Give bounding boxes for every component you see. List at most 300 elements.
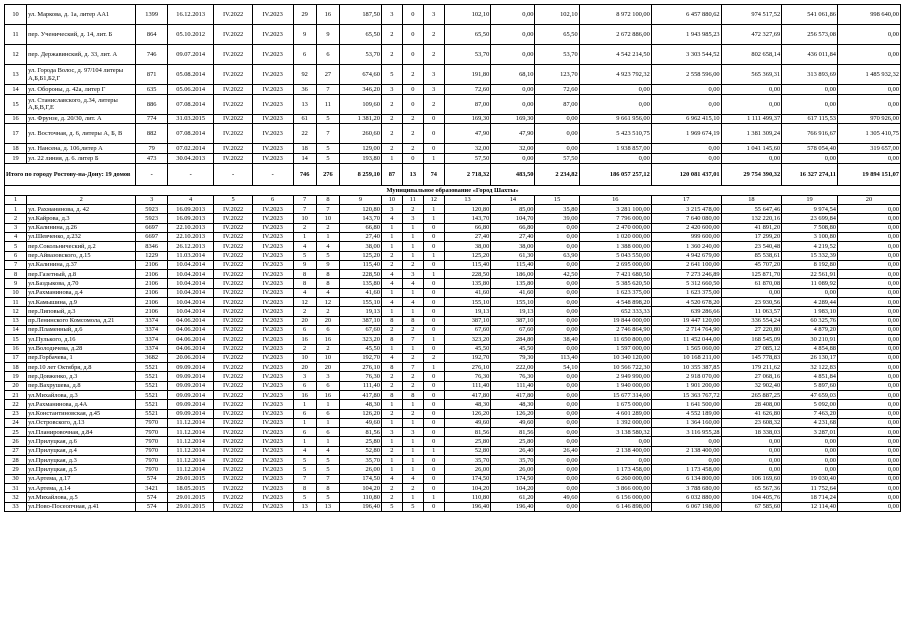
table-cell: IV.2023 <box>252 85 293 95</box>
table-cell: 6 <box>316 325 339 334</box>
table-row <box>5 242 901 251</box>
table-cell: 104,70 <box>491 214 535 223</box>
table-cell: IV.2022 <box>214 205 252 214</box>
table-cell: 336 554,24 <box>721 316 782 325</box>
table-cell: 871 <box>136 65 167 85</box>
table-cell: 2 <box>381 124 402 144</box>
table-cell: 61,20 <box>491 493 535 502</box>
table-cell: 87,00 <box>535 94 579 114</box>
table-cell: 4 520 678,20 <box>651 298 721 307</box>
table-cell: 0,00 <box>837 288 900 297</box>
table-cell: 0 <box>423 409 444 418</box>
table-cell: 0,00 <box>721 465 782 474</box>
section-title: Муниципальное образование «Город Шахты» <box>5 185 901 195</box>
table-cell: 79 <box>136 144 167 154</box>
table-cell: IV.2023 <box>252 205 293 214</box>
table-cell: 05.06.2014 <box>167 85 214 95</box>
table-cell: 18 <box>293 144 316 154</box>
table-cell: 2 <box>381 446 402 455</box>
table-cell: IV.2022 <box>214 428 252 437</box>
table-cell: 41,60 <box>491 288 535 297</box>
table-cell: 6 457 880,62 <box>651 5 721 25</box>
index-row <box>5 195 901 204</box>
table-cell: 3421 <box>136 483 167 492</box>
table-cell: 0,00 <box>782 288 838 297</box>
table-cell: 8 <box>381 316 402 325</box>
column-index-cell: 1 <box>5 195 27 204</box>
table-cell: 1 <box>293 437 316 446</box>
address-cell: ул. Рахманинова, д. 42 <box>27 205 136 214</box>
table-cell: 0,00 <box>837 418 900 427</box>
table-row <box>5 316 901 325</box>
table-cell: 7970 <box>136 446 167 455</box>
table-cell: 20 <box>316 316 339 325</box>
table-cell: 0,00 <box>651 456 721 465</box>
table-cell: 3 <box>381 428 402 437</box>
table-cell: 13 <box>5 65 27 85</box>
table-cell: 16 <box>293 335 316 344</box>
table-cell: 0,00 <box>837 214 900 223</box>
table-cell: 0 <box>423 344 444 353</box>
column-index-cell: 4 <box>167 195 214 204</box>
table-cell: 1 <box>402 232 423 241</box>
table-cell: 1 <box>402 344 423 353</box>
table-cell: 4 601 289,00 <box>579 409 651 418</box>
table-cell: 2 <box>381 114 402 124</box>
table-cell: 129,00 <box>340 144 382 154</box>
table-cell: 802 658,14 <box>721 45 782 65</box>
table-cell: 7 <box>402 363 423 372</box>
table-cell: 8 <box>381 363 402 372</box>
table-cell: 104,20 <box>340 483 382 492</box>
table-cell: 53,70 <box>535 45 579 65</box>
table-cell: 1 <box>381 242 402 251</box>
table-cell: 1 <box>381 344 402 353</box>
table-cell: 2 138 400,00 <box>651 446 721 455</box>
table-cell: 26,40 <box>535 446 579 455</box>
table-row <box>5 483 901 492</box>
table-cell: 228,50 <box>444 270 491 279</box>
table-cell: IV.2022 <box>214 124 252 144</box>
table-cell: 6 <box>293 381 316 390</box>
table-cell: 110,80 <box>340 493 382 502</box>
table-cell: 174,50 <box>444 474 491 483</box>
table-cell: 1 <box>381 154 402 164</box>
table-cell: 2 949 990,00 <box>579 372 651 381</box>
table-cell: 26.12.2013 <box>167 242 214 251</box>
table-cell: 1 111 499,37 <box>721 114 782 124</box>
table-cell: 5 897,60 <box>782 381 838 390</box>
table-row <box>5 381 901 390</box>
table-cell: 1 <box>402 242 423 251</box>
table-cell: 21 <box>5 390 27 399</box>
table-cell: 6 <box>5 251 27 260</box>
section-header-row <box>5 185 901 195</box>
table-cell: 196,40 <box>340 502 382 511</box>
table-cell: 26,00 <box>491 465 535 474</box>
table-row <box>5 465 901 474</box>
table-cell: 85,00 <box>491 205 535 214</box>
table-cell: IV.2022 <box>214 214 252 223</box>
table-cell: 970 926,00 <box>837 114 900 124</box>
table-cell: 135,80 <box>491 279 535 288</box>
table-row <box>5 154 901 164</box>
table-cell: 652 333,33 <box>579 307 651 316</box>
table-cell: 3682 <box>136 353 167 362</box>
table-cell: 0,00 <box>491 85 535 95</box>
table-cell: 0,00 <box>535 288 579 297</box>
table-cell: IV.2023 <box>252 344 293 353</box>
table-row <box>5 474 901 483</box>
table-cell: 5 092,00 <box>782 400 838 409</box>
table-cell: 120,80 <box>340 205 382 214</box>
table-row <box>5 390 901 399</box>
table-cell: 30.04.2013 <box>167 154 214 164</box>
table-cell: 0,00 <box>837 335 900 344</box>
table-cell: 2 641 100,00 <box>651 260 721 269</box>
table-cell: 27 <box>5 446 27 455</box>
table-cell: 15 677 314,00 <box>579 390 651 399</box>
table-cell: 0 <box>402 25 423 45</box>
table-cell: 2 695 000,00 <box>579 260 651 269</box>
table-cell: 1 969 674,19 <box>651 124 721 144</box>
table-cell: 0,00 <box>837 242 900 251</box>
table-cell: 23 930,56 <box>721 298 782 307</box>
table-cell: 0,00 <box>837 465 900 474</box>
address-cell: ул.Володичева, д.28 <box>27 344 136 353</box>
table-cell: 0 <box>423 465 444 474</box>
table-cell: IV.2022 <box>214 372 252 381</box>
column-index-cell: 10 <box>381 195 402 204</box>
table-cell: 45,50 <box>340 344 382 353</box>
table-cell: IV.2023 <box>252 279 293 288</box>
column-index-cell: 8 <box>316 195 339 204</box>
table-cell: 16.09.2013 <box>167 214 214 223</box>
table-cell: 0,00 <box>837 223 900 232</box>
table-cell: 12 <box>316 298 339 307</box>
table-cell: IV.2023 <box>252 437 293 446</box>
table-cell: 19 844 000,00 <box>579 316 651 325</box>
table-cell: 10.04.2014 <box>167 270 214 279</box>
table-cell: 10 168 211,00 <box>651 353 721 362</box>
table-cell: 66,80 <box>444 223 491 232</box>
table-cell: 5 423 510,75 <box>579 124 651 144</box>
table-cell: 9 661 956,00 <box>579 114 651 124</box>
table-cell: 1 <box>402 288 423 297</box>
table-cell: IV.2023 <box>252 144 293 154</box>
table-cell: 7 273 246,89 <box>651 270 721 279</box>
table-cell: 1 <box>381 223 402 232</box>
table-cell: 0,00 <box>535 418 579 427</box>
table-cell: 3 <box>316 372 339 381</box>
table-cell: 24 <box>5 418 27 427</box>
address-cell: пер.Айвазовского, д.15 <box>27 251 136 260</box>
table-cell: 7 <box>293 205 316 214</box>
table-cell: 111,40 <box>444 381 491 390</box>
table-cell: 145 778,83 <box>721 353 782 362</box>
table-cell: IV.2023 <box>252 418 293 427</box>
table-cell: 123,70 <box>535 65 579 85</box>
table-cell: 104,20 <box>444 483 491 492</box>
table-cell: IV.2023 <box>252 409 293 418</box>
table-cell: 0,00 <box>579 456 651 465</box>
table-cell: 31 <box>5 483 27 492</box>
table-cell: 574 <box>136 493 167 502</box>
table-cell: 9 <box>316 260 339 269</box>
table-cell: 313 893,69 <box>782 65 838 85</box>
table-cell: 16.09.2013 <box>167 205 214 214</box>
table-cell: 2 <box>316 344 339 353</box>
table-cell: IV.2022 <box>214 381 252 390</box>
table-cell: 417,80 <box>491 390 535 399</box>
table-cell: 17 299,20 <box>721 232 782 241</box>
table-cell: 41,60 <box>340 288 382 297</box>
table-cell: IV.2023 <box>252 288 293 297</box>
table-cell: 0,00 <box>535 279 579 288</box>
table-cell: 2 <box>381 25 402 45</box>
table-cell: 28 <box>5 456 27 465</box>
table-cell: 6 <box>316 428 339 437</box>
table-cell: 5 <box>5 242 27 251</box>
table-cell: 126,20 <box>340 409 382 418</box>
table-cell: 7 <box>402 335 423 344</box>
table-cell: 2 <box>402 144 423 154</box>
table-cell: 5521 <box>136 400 167 409</box>
table-cell: 6 067 198,00 <box>651 502 721 511</box>
table-cell: 0,00 <box>651 437 721 446</box>
table-cell: 0,00 <box>579 85 651 95</box>
table-cell: 16 <box>5 344 27 353</box>
table-cell: 61 870,08 <box>721 279 782 288</box>
table-cell: 0,00 <box>782 437 838 446</box>
table-cell: 16.12.2013 <box>167 5 214 25</box>
table-cell: IV.2022 <box>214 465 252 474</box>
table-cell: IV.2022 <box>214 437 252 446</box>
table-cell: 2 <box>381 144 402 154</box>
table-cell: 0,00 <box>579 154 651 164</box>
table-cell: 68,10 <box>491 65 535 85</box>
column-index-cell: 3 <box>136 195 167 204</box>
table-cell: IV.2023 <box>252 483 293 492</box>
table-cell: IV.2022 <box>214 5 252 25</box>
table-cell: 0 <box>423 502 444 511</box>
table-cell: 35,80 <box>535 205 579 214</box>
table-cell: 25,80 <box>444 437 491 446</box>
table-cell: IV.2022 <box>214 363 252 372</box>
table-cell: 7970 <box>136 465 167 474</box>
table-cell: 38,00 <box>340 242 382 251</box>
table-cell: 5 <box>402 502 423 511</box>
table-cell: 20.06.2014 <box>167 353 214 362</box>
table-cell: 974 517,52 <box>721 5 782 25</box>
address-cell: пер.Вахрушева, д.8 <box>27 381 136 390</box>
table-cell: IV.2022 <box>214 223 252 232</box>
table-cell: 115,40 <box>444 260 491 269</box>
table-cell: 3 <box>5 223 27 232</box>
table-cell: 04.06.2014 <box>167 325 214 334</box>
table-cell: 10 <box>5 5 27 25</box>
table-cell: 4 219,52 <box>782 242 838 251</box>
address-cell: пер.Липовый, д.3 <box>27 307 136 316</box>
table-cell: 1 041 145,60 <box>721 144 782 154</box>
table-cell: 2 <box>381 372 402 381</box>
table-cell: 8 <box>5 270 27 279</box>
table-cell: 2 <box>402 114 423 124</box>
table-cell: 0 <box>423 456 444 465</box>
table-row <box>5 307 901 316</box>
table-cell: 65,50 <box>340 25 382 45</box>
table-cell: 2 <box>402 372 423 381</box>
table-cell: 10 566 722,30 <box>579 363 651 372</box>
table-cell: 18 <box>5 363 27 372</box>
table-cell: 10 <box>5 288 27 297</box>
table-row <box>5 288 901 297</box>
table-cell: 2 714 764,90 <box>651 325 721 334</box>
table-row <box>5 114 901 124</box>
table-cell: 104 405,76 <box>721 493 782 502</box>
table-cell: 4 <box>381 474 402 483</box>
table-cell: IV.2023 <box>252 335 293 344</box>
address-cell: ул.Прилуцкая, д.5 <box>27 465 136 474</box>
table-cell: 4 <box>402 474 423 483</box>
table-cell: 6 134 800,00 <box>651 474 721 483</box>
table-cell: 72,60 <box>535 85 579 95</box>
table-row <box>5 325 901 334</box>
table-cell: 1399 <box>136 5 167 25</box>
table-row <box>5 45 901 65</box>
table-cell: 3374 <box>136 335 167 344</box>
table-cell: 20 <box>5 381 27 390</box>
table-cell: IV.2022 <box>214 493 252 502</box>
table-row <box>5 418 901 427</box>
table-cell: 6 <box>316 409 339 418</box>
table-cell: 2 <box>402 124 423 144</box>
table-cell: IV.2023 <box>252 260 293 269</box>
table-cell: 19,13 <box>444 307 491 316</box>
table-cell: 8 <box>316 270 339 279</box>
table-cell: 0,00 <box>535 325 579 334</box>
table-cell: 25,80 <box>340 437 382 446</box>
address-cell: ул. Восточная, д. 6, литеры А, Б, В <box>27 124 136 144</box>
table-cell: 5 <box>381 65 402 85</box>
table-cell: 617 115,53 <box>782 114 838 124</box>
table-cell: 2 <box>381 260 402 269</box>
table-cell: 32,00 <box>444 144 491 154</box>
table-cell: 8 972 100,00 <box>579 5 651 25</box>
table-cell: IV.2022 <box>214 232 252 241</box>
table-cell: 1 <box>381 288 402 297</box>
table-cell: IV.2022 <box>214 298 252 307</box>
table-cell: 2106 <box>136 298 167 307</box>
table-cell: 1229 <box>136 251 167 260</box>
table-cell: 125,20 <box>444 251 491 260</box>
table-cell: 81,56 <box>444 428 491 437</box>
table-cell: 2 <box>316 307 339 316</box>
table-cell: 49,60 <box>491 418 535 427</box>
table-cell: 0 <box>423 307 444 316</box>
table-cell: 5 <box>316 251 339 260</box>
address-cell: ул. Маркова, д. 1а, литер АА1 <box>27 5 136 25</box>
table-cell: IV.2022 <box>214 316 252 325</box>
address-cell: ул.Баздыкова, д.70 <box>27 279 136 288</box>
table-cell: 2 420 600,00 <box>651 223 721 232</box>
table-cell: 4 <box>381 298 402 307</box>
address-cell: ул. 22 линия, д. 6. литер Б <box>27 154 136 164</box>
table-row <box>5 124 901 144</box>
table-cell: 2 138 400,00 <box>579 446 651 455</box>
table-cell: 0 <box>423 474 444 483</box>
table-cell: 29.01.2015 <box>167 493 214 502</box>
address-cell: ул.Кайрова, д.3 <box>27 214 136 223</box>
table-cell: 3374 <box>136 325 167 334</box>
table-cell: 2 <box>381 409 402 418</box>
table-cell: IV.2023 <box>252 25 293 45</box>
table-cell: IV.2023 <box>252 502 293 511</box>
table-cell: IV.2023 <box>252 270 293 279</box>
table-cell: 19,13 <box>340 307 382 316</box>
table-cell: 0,00 <box>837 344 900 353</box>
table-cell: 1 641 500,00 <box>651 400 721 409</box>
table-cell: 1 983,10 <box>782 307 838 316</box>
table-cell: 2 <box>381 493 402 502</box>
table-cell: IV.2023 <box>252 465 293 474</box>
table-cell: 3 215 478,00 <box>651 205 721 214</box>
table-cell: 07.08.2014 <box>167 94 214 114</box>
address-cell: ул.Пулького, д.16 <box>27 335 136 344</box>
table-cell: 1 623 375,00 <box>579 288 651 297</box>
table-cell: 0,00 <box>837 409 900 418</box>
table-cell: 191,80 <box>444 65 491 85</box>
table-cell: 4 <box>316 242 339 251</box>
table-cell: 2 <box>316 223 339 232</box>
table-cell: 1 <box>293 400 316 409</box>
table-cell: 120,80 <box>444 205 491 214</box>
table-cell: 23 608,32 <box>721 418 782 427</box>
table-cell: 10 <box>293 214 316 223</box>
table-cell: 0,00 <box>837 474 900 483</box>
table-cell: 25 <box>5 428 27 437</box>
table-cell: 0,00 <box>535 260 579 269</box>
table-cell: 132 220,16 <box>721 214 782 223</box>
table-cell: 38,40 <box>535 335 579 344</box>
table-row <box>5 502 901 511</box>
table-cell: IV.2023 <box>252 456 293 465</box>
table-cell: IV.2023 <box>252 390 293 399</box>
table-cell: 882 <box>136 124 167 144</box>
table-cell: IV.2022 <box>214 456 252 465</box>
table-cell: 186,00 <box>491 270 535 279</box>
table-cell: 6 <box>293 409 316 418</box>
total-row: Итого по городу Ростову-на-Дону: 19 домов - - - - 746 276 8 259,10 87 13 74 2 718,32 483,50 2 234,82 186 057 257,12 120 081 437,01 29 754 390,32 16 327 274,11 19 894 151,07 <box>5 163 901 185</box>
table-cell: 49,60 <box>535 493 579 502</box>
table-cell: 6 962 415,10 <box>651 114 721 124</box>
address-cell: пер. Державинский, д. 33, лит. А <box>27 45 136 65</box>
table-cell: 1 597 000,00 <box>579 344 651 353</box>
table-cell: 1 565 060,00 <box>651 344 721 353</box>
table-cell: 168 545,09 <box>721 335 782 344</box>
table-cell: 0,00 <box>837 428 900 437</box>
table-cell: 47 659,03 <box>782 390 838 399</box>
table-cell: 09.09.2014 <box>167 363 214 372</box>
table-cell: 0,00 <box>837 45 900 65</box>
table-cell: IV.2022 <box>214 390 252 399</box>
registry-sheet <box>4 4 901 512</box>
table-cell: 2 918 070,00 <box>651 372 721 381</box>
table-cell: 0,00 <box>782 94 838 114</box>
table-cell: IV.2022 <box>214 154 252 164</box>
table-cell: IV.2023 <box>252 232 293 241</box>
table-cell: 4 <box>5 232 27 241</box>
